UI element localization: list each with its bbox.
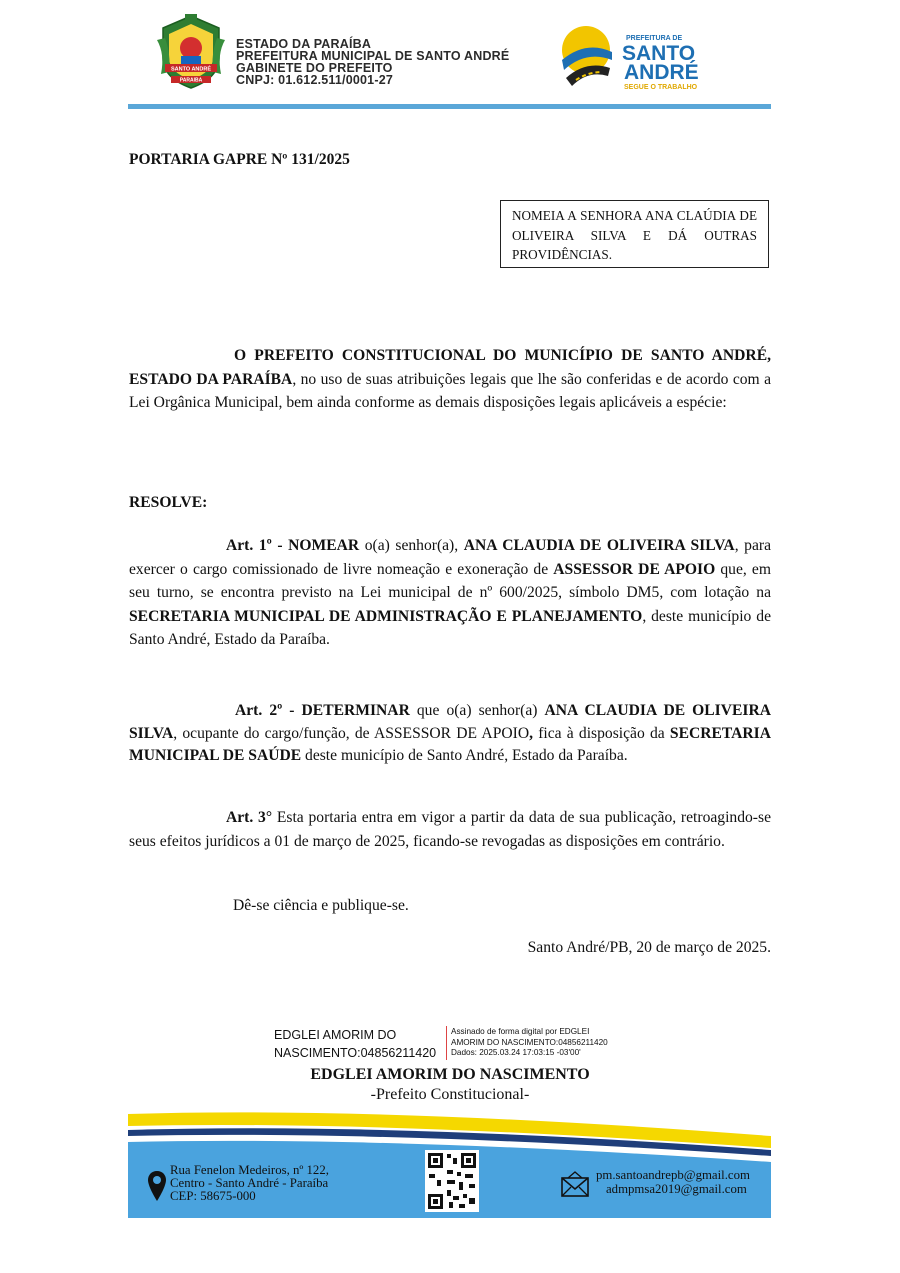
- article-1: [129, 534, 771, 652]
- art1-text-1: o(a) senhor(a),: [359, 537, 464, 554]
- art2-text-4: deste município de Santo André, Estado da Paraíba.: [301, 747, 628, 764]
- art3-text: Esta portaria entra em vigor a partir da data de sua publicação, retroagindo-se seus efeitos jurídicos a 01 de março de 2025, ficando-se revogadas as disposições em contrário.: [129, 809, 771, 850]
- digital-signature-name: [274, 1026, 436, 1062]
- art2-text-1: que o(a) senhor(a): [409, 702, 545, 719]
- art2-secretaria: SECRETARIA MUNICIPAL DE SAÚDE: [129, 724, 772, 764]
- header-line-prefeitura: PREFEITURA MUNICIPAL DE SANTO ANDRÉ: [236, 49, 510, 63]
- resolve-heading: RESOLVE:: [129, 494, 208, 511]
- signature-divider: [446, 1026, 447, 1060]
- intro-bold: O PREFEITO CONSTITUCIONAL DO MUNICÍPIO DE SANTO ANDRÉ, ESTADO DA PARAÍBA: [129, 347, 771, 388]
- footer-address-line: Rua Fenelon Medeiros, nº 122,: [170, 1163, 329, 1177]
- header-line-state: ESTADO DA PARAÍBA: [236, 37, 372, 51]
- header-line-cnpj: CNPJ: 01.612.511/0001-27: [236, 73, 393, 87]
- logo-top-text: PREFEITURA DE: [626, 35, 683, 42]
- signer-name: EDGLEI AMORIM DO NASCIMENTO: [310, 1066, 590, 1083]
- art2-person-name: ANA CLAUDIA DE OLIVEIRA SILVA: [129, 702, 771, 742]
- footer-email: pm.santoandrepb@gmail.com: [596, 1168, 750, 1182]
- coat-band-top-text: SANTO ANDRÉ: [170, 66, 212, 73]
- art2-label: Art. 2º - DETERMINAR: [235, 702, 410, 719]
- art1-text-3: que, em seu turno, se encontra previsto na Lei municipal de nº 600/2025, símbolo DM5, com lotação na: [129, 560, 771, 601]
- article-2: [129, 700, 771, 768]
- intro-paragraph: [129, 344, 771, 415]
- art3-label: Art. 3°: [226, 809, 273, 826]
- header-divider: [128, 104, 771, 109]
- coat-band-bottom-text: PARAIBA: [179, 77, 203, 84]
- santo-andre-logo: [556, 20, 726, 92]
- logo-name2: ANDRÉ: [624, 61, 699, 84]
- art1-cargo: ASSESSOR DE APOIO: [553, 560, 716, 578]
- location-pin-icon: [147, 1170, 167, 1202]
- footer-address-line: CEP: 58675-000: [170, 1189, 256, 1203]
- closing-phrase: Dê-se ciência e publique-se.: [233, 897, 409, 914]
- art2-comma: ,: [529, 724, 533, 742]
- signature-detail-line: AMORIM DO NASCIMENTO:04856211420: [451, 1037, 608, 1047]
- portaria-title: PORTARIA GAPRE Nº 131/2025: [129, 151, 350, 168]
- art2-text-2: , ocupante do cargo/função, de ASSESSOR DE APOIO: [173, 724, 530, 742]
- footer-address-line: Centro - Santo André - Paraíba: [170, 1176, 329, 1190]
- digital-signature-details: [451, 1027, 608, 1059]
- art1-person-name: ANA CLAUDIA DE OLIVEIRA SILVA: [463, 537, 735, 554]
- logo-name1: SANTO: [622, 42, 696, 65]
- header-line-gabinete: GABINETE DO PREFEITO: [236, 61, 393, 75]
- art1-secretaria: SECRETARIA MUNICIPAL DE ADMINISTRAÇÃO E PLANEJAMENTO: [129, 607, 643, 625]
- art1-text-2: , para exercer o cargo comissionado de livre nomeação e exoneração de: [129, 537, 771, 578]
- digital-signature-name-line1: EDGLEI AMORIM DO: [274, 1028, 397, 1042]
- qr-code-icon: [425, 1150, 479, 1212]
- place-date: Santo André/PB, 20 de março de 2025.: [527, 939, 771, 956]
- logo-slogan: SEGUE O TRABALHO: [624, 84, 698, 91]
- article-3: [129, 806, 771, 853]
- email-icon: [560, 1170, 590, 1198]
- art2-text-3: fica à disposição da: [533, 724, 670, 742]
- signature-detail-line: Dados: 2025.03.24 17:03:15 -03'00': [451, 1048, 581, 1057]
- signature-detail-line: Assinado de forma digital por EDGLEI: [451, 1027, 590, 1036]
- digital-signature-name-line2: NASCIMENTO:04856211420: [274, 1046, 437, 1060]
- footer-address: [170, 1164, 329, 1203]
- art1-label: Art. 1º - NOMEAR: [226, 537, 360, 554]
- intro-text: , no uso de suas atribuições legais que lhe são conferidas e de acordo com a Lei Orgânica Municipal, bem ainda conforme as demais disposições legais aplicáveis a espécie:: [129, 370, 772, 411]
- ementa-box: NOMEIA A SENHORA ANA CLAÚDIA DE OLIVEIRA SILVA E DÁ OUTRAS PROVIDÊNCIAS.: [500, 200, 769, 268]
- signer-role: -Prefeito Constitucional-: [370, 1086, 530, 1103]
- header-institution: [236, 38, 509, 86]
- footer-emails: [596, 1168, 750, 1196]
- coat-of-arms-logo: [155, 14, 227, 92]
- footer-email: admpmsa2019@gmail.com: [606, 1182, 747, 1196]
- art1-text-4: , deste município de Santo André, Estado da Paraíba.: [129, 607, 771, 648]
